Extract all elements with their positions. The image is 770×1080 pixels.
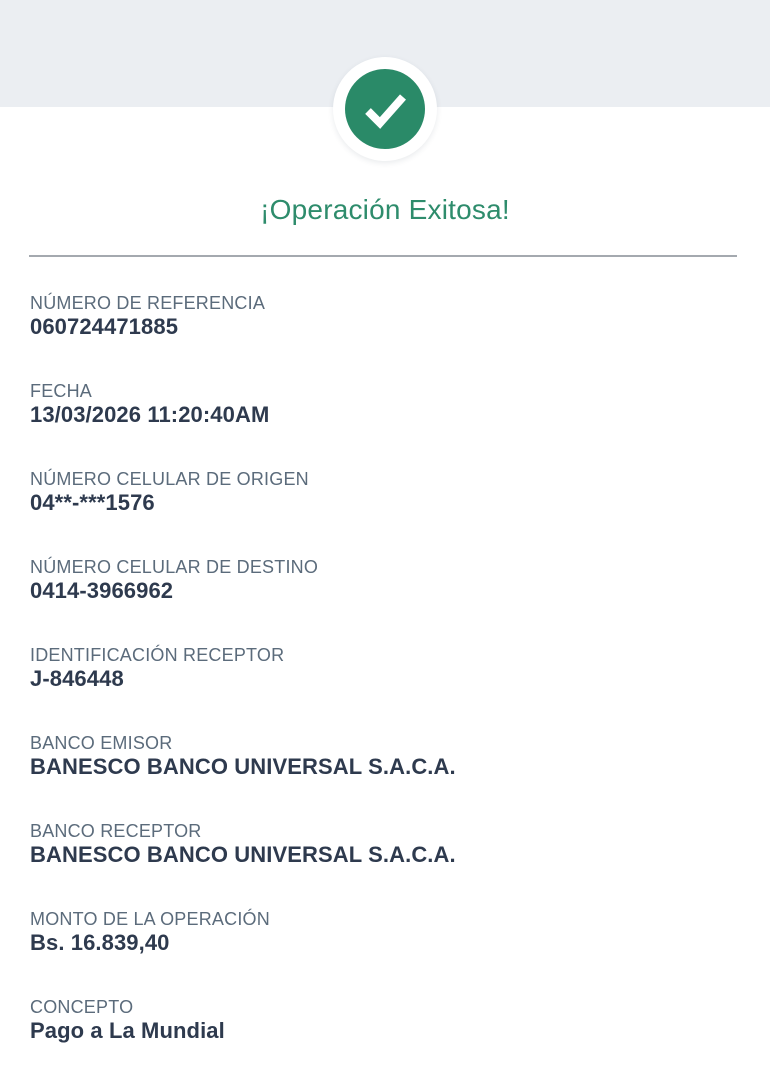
receipt-field [30, 645, 740, 692]
field-label: BANCO RECEPTOR [30, 821, 202, 841]
field-label: IDENTIFICACIÓN RECEPTOR [30, 645, 285, 665]
field-label: CONCEPTO [30, 997, 134, 1017]
title-divider [29, 255, 737, 257]
field-value: 04**-***1576 [30, 490, 155, 515]
field-label: FECHA [30, 381, 93, 401]
field-label: NÚMERO CELULAR DE DESTINO [30, 557, 319, 577]
field-value: BANESCO BANCO UNIVERSAL S.A.C.A. [30, 754, 456, 779]
receipt-field [30, 821, 740, 868]
field-value: Bs. 16.839,40 [30, 930, 170, 955]
field-label: NÚMERO CELULAR DE ORIGEN [30, 469, 309, 489]
receipt-field [30, 909, 740, 956]
field-value: 0414-3966962 [30, 578, 174, 603]
field-label: MONTO DE LA OPERACIÓN [30, 909, 270, 929]
receipt-field [30, 381, 740, 428]
receipt-field [30, 733, 740, 780]
field-label: BANCO EMISOR [30, 733, 173, 753]
success-title: ¡Operación Exitosa! [260, 194, 510, 225]
field-value: 060724471885 [30, 314, 179, 339]
receipt-field [30, 293, 740, 340]
success-check-circle [345, 69, 425, 149]
receipt-field [30, 557, 740, 604]
field-label: NÚMERO DE REFERENCIA [30, 293, 266, 313]
receipt-fields-list [30, 293, 740, 1080]
field-value: BANESCO BANCO UNIVERSAL S.A.C.A. [30, 842, 456, 867]
field-value: J-846448 [30, 666, 124, 691]
field-value: Pago a La Mundial [30, 1018, 225, 1043]
receipt-field [30, 997, 740, 1044]
success-check-icon [333, 57, 437, 161]
receipt-field [30, 469, 740, 516]
field-value: 13/03/2026 11:20:40AM [30, 402, 270, 427]
